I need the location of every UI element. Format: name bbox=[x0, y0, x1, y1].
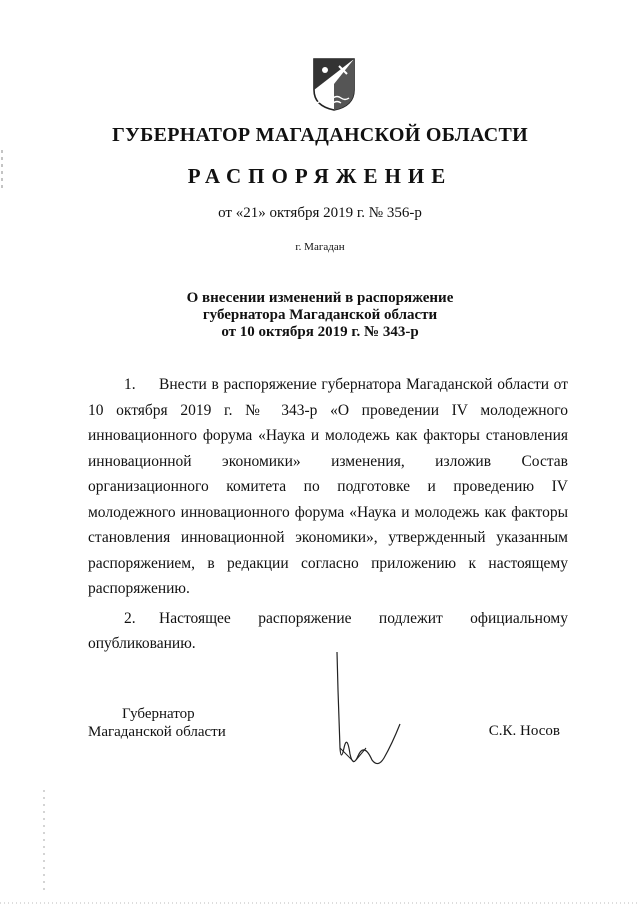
coat-of-arms-icon bbox=[311, 56, 357, 112]
signatory-name: С.К. Носов bbox=[488, 723, 560, 739]
document-city: г. Магадан bbox=[295, 241, 345, 253]
paragraph-text: Настоящее распоряжение подлежит официальному опубликованию. bbox=[88, 609, 568, 652]
paragraph-text: Внести в распоряжение губернатора Магаданской области от 10 октября 2019 г. № 343-р «О проведении IV молодежного инновационного форума «Наука и молодежь как факторы становления инновационной экономики» изменения, изложив Состав организационного комитета по подготовке и проведению IV молодежного инновационного форума «Наука и молодежь как факторы становления инновационной экономики», утвержденный указанным распоряжением, в редакции согласно приложению к настоящему распоряжению. bbox=[88, 376, 568, 597]
document-body bbox=[88, 372, 568, 657]
signatory-position bbox=[88, 705, 226, 741]
document-date-number: от «21» октября 2019 г. № 356-р bbox=[218, 205, 422, 221]
position-line: Магаданской области bbox=[88, 724, 226, 740]
paragraph-2 bbox=[88, 606, 568, 657]
document-type: РАСПОРЯЖЕНИЕ bbox=[187, 164, 453, 188]
subject-line: от 10 октября 2019 г. № 343-р bbox=[221, 324, 419, 340]
document-subject bbox=[0, 290, 640, 341]
paragraph-1 bbox=[88, 372, 568, 602]
paragraph-number: 1. bbox=[124, 376, 136, 393]
subject-line: губернатора Магаданской области bbox=[202, 307, 438, 323]
subject-line: О внесении изменений в распоряжение bbox=[186, 290, 454, 306]
position-line: Губернатор bbox=[122, 706, 195, 722]
issuer-title: ГУБЕРНАТОР МАГАДАНСКОЙ ОБЛАСТИ bbox=[112, 124, 528, 146]
handwritten-signature-icon bbox=[320, 650, 410, 780]
paragraph-number: 2. bbox=[124, 609, 136, 627]
